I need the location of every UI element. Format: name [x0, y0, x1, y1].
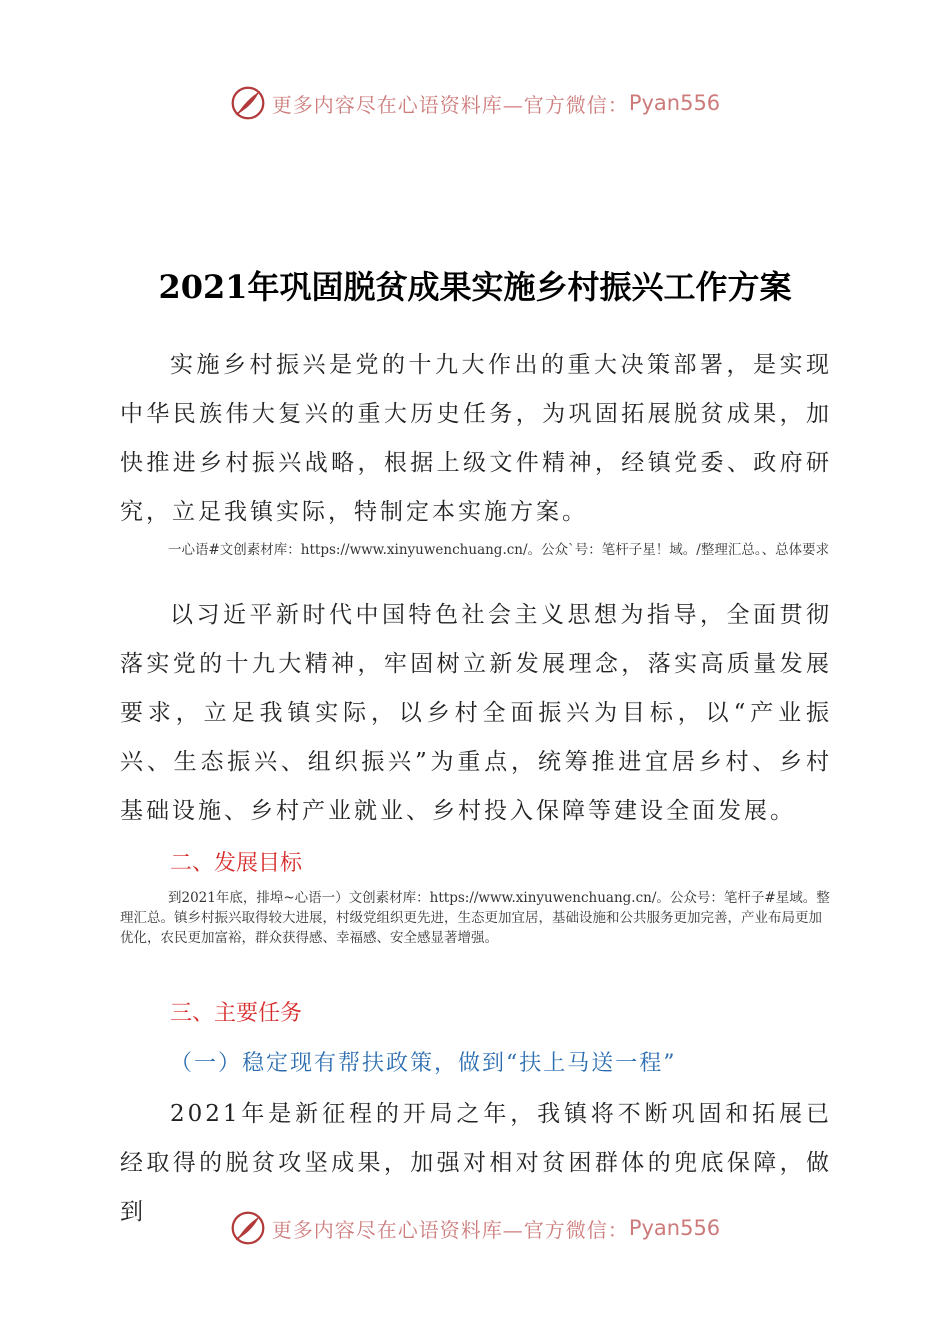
footer-watermark [0, 1203, 950, 1253]
watermark-text: 更多内容尽在心语资料库—官方微信： [271, 1217, 629, 1242]
intro-paragraph: 实施乡村振兴是党的十九大作出的重大决策部署，是实现中华民族伟大复兴的重大历史任务，为巩固拓展脱贫成果，加快推进乡村振兴战略，根据上级文件精神，经镇党委、政府研究，立足我镇实际，特制定本实施方案。 [120, 352, 832, 525]
watermark-wechat-id: Pyan556 [628, 1216, 721, 1240]
section-heading-tasks: 三、主要任务 [170, 1001, 303, 1026]
note-paragraph-2: 到2021年底，排埠~心语一）文创素材库：https://www.xinyuwenchuang.cn/。公众号：笔杆子#星域。整理汇总。镇乡村振兴取得较大进展，村级党组织更先进，生态更加宜居，基础设施和公共服务更加完善，产业布局更加优化，农民更加富裕，群众获得感、幸福感、安全感显著增强。 [120, 890, 830, 946]
watermark-text: 更多内容尽在心语资料库—官方微信： [271, 92, 629, 117]
guiding-paragraph: 以习近平新时代中国特色社会主义思想为指导，全面贯彻落实党的十九大精神，牢固树立新发展理念，落实高质量发展要求，立足我镇实际，以乡村全面振兴为目标，以“产业振兴、生态振兴、组织振兴”为重点，统筹推进宜居乡村、乡村基础设施、乡村产业就业、乡村投入保障等建设全面发展。 [120, 602, 832, 824]
task-paragraph-1: 2021年是新征程的开局之年，我镇将不断巩固和拓展已经取得的脱贫攻坚成果，加强对相对贫困群体的兜底保障，做到 [120, 1101, 832, 1225]
quill-logo-icon [230, 85, 266, 121]
document-title: 2021年巩固脱贫成果实施乡村振兴工作方案 [158, 268, 792, 306]
quill-logo-icon [230, 1210, 266, 1246]
subsection-heading-1: （一）稳定现有帮扶政策，做到“扶上马送一程” [170, 1051, 677, 1076]
section-heading-goals: 二、发展目标 [170, 851, 303, 876]
watermark-wechat-id: Pyan556 [628, 91, 721, 115]
header-watermark [0, 78, 950, 128]
note-paragraph-1: 一心语#文创素材库：https://www.xinyuwenchuang.cn/。公众`号：笔杆子星！域。/整理汇总。、总体要求 [168, 542, 830, 558]
